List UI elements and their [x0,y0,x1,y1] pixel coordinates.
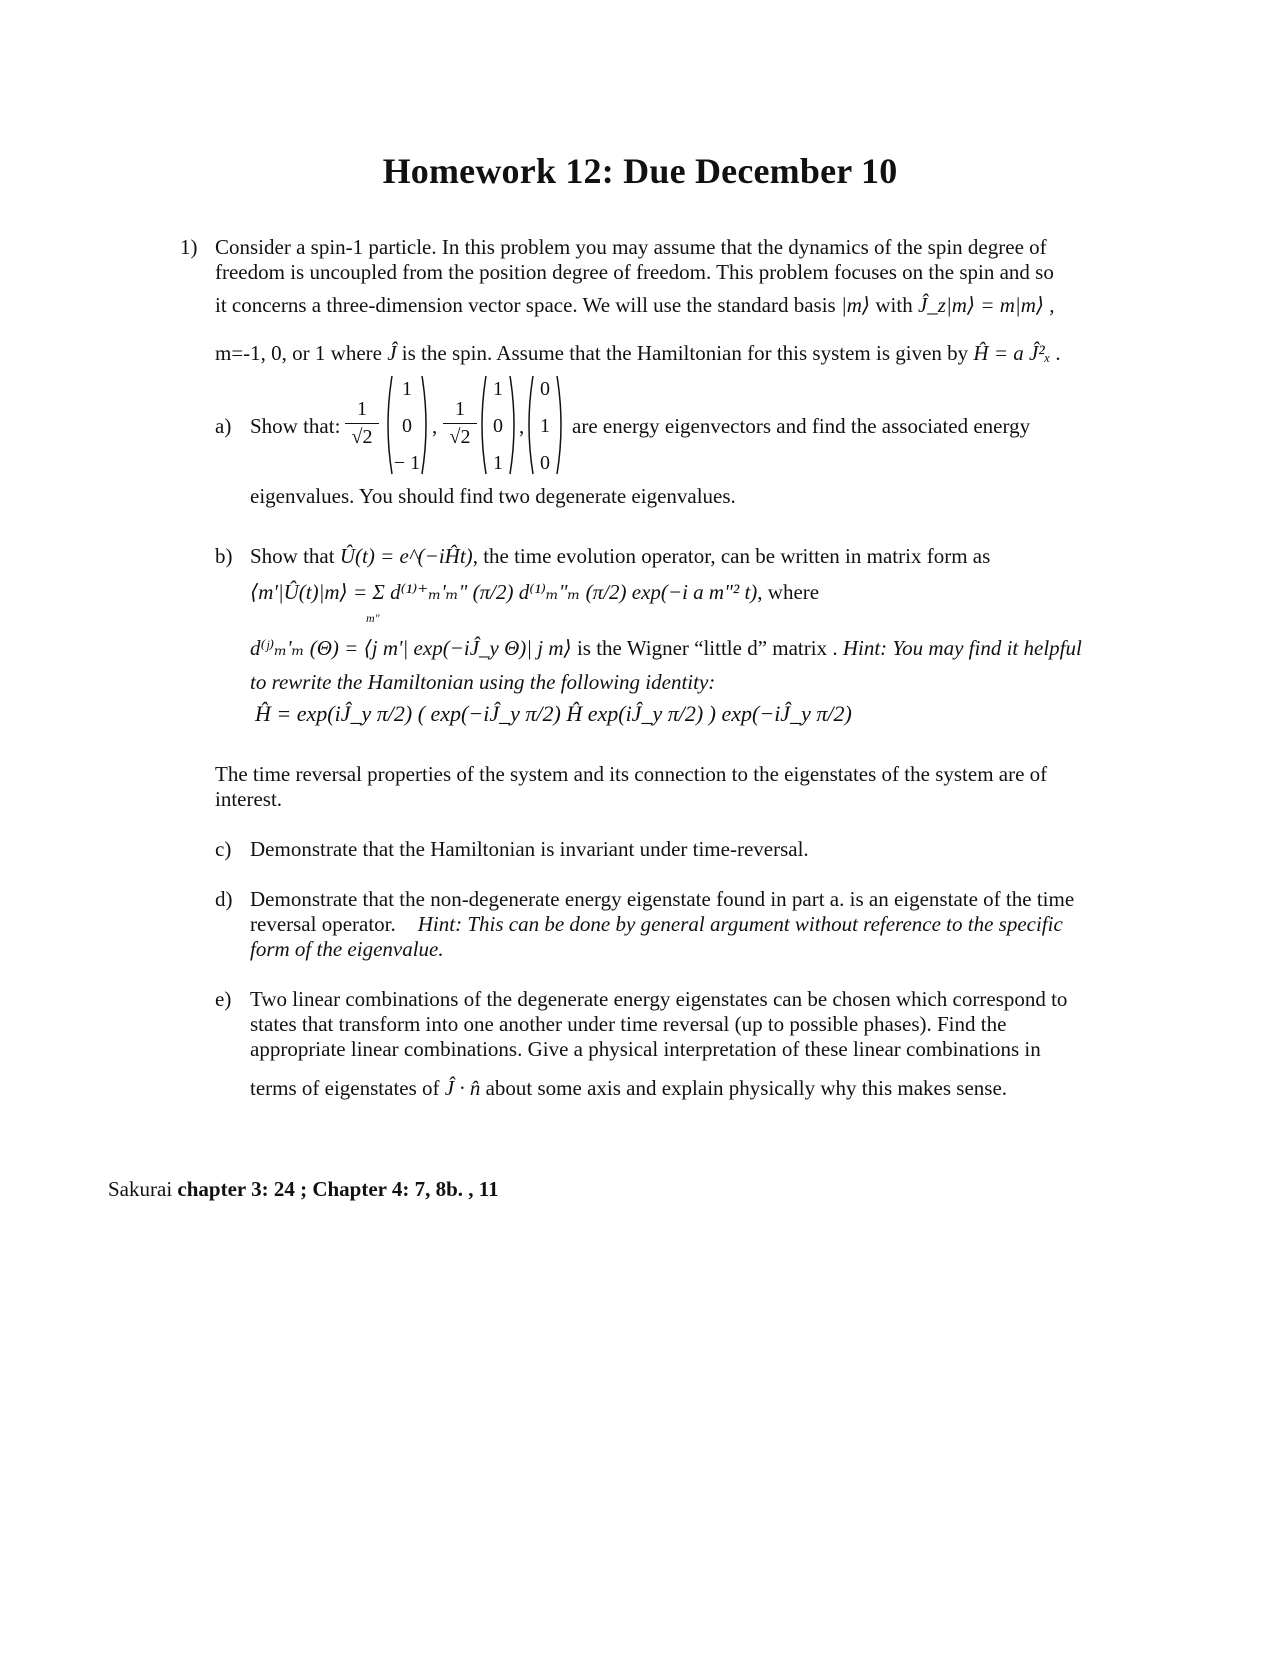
frac-num: 1 [455,398,465,420]
part-d-line-2 [250,914,1063,935]
part-e-l4-b: about some axis and explain physically why this makes sense. [480,1076,1008,1100]
vec3-entry-2: 1 [540,415,550,437]
part-b-line-3 [250,638,1082,659]
intro-line-1: Consider a spin-1 particle. In this problem you may assume that the dynamics of the spin degree of [215,235,1047,259]
fraction-1-over-root2-b [443,398,477,449]
part-a-label: a) [215,414,232,438]
ket-m: |m⟩ [840,293,871,317]
spin-operator-J: Ĵ [387,341,397,365]
frac-num: 1 [357,398,367,420]
part-b-label: b) [215,544,233,568]
part-e-line-3: appropriate linear combinations. Give a physical interpretation of these linear combinations in [250,1037,1041,1061]
part-d-hint-2: form of the eigenvalue. [250,937,444,961]
part-b-l3-text: is the Wigner “little d” matrix . [571,636,838,660]
part-b-l1-b: , the time evolution operator, can be written in matrix form as [472,544,991,568]
intro-line-4-mid: is the spin. Assume that the Hamiltonian for this system is given by [396,341,974,365]
intro-line-4 [215,343,1061,364]
vec2-entry-2: 0 [493,415,503,437]
wigner-d-definition: d⁽ʲ⁾ₘ'ₘ (Θ) = ⟨j m'| exp(−iĴ_y Θ)| j m⟩ [250,636,572,660]
part-c-label: c) [215,837,232,861]
column-vector-1 [384,374,430,476]
part-a-continuation: eigenvalues. You should find two degenerate eigenvalues. [250,484,736,508]
part-e-line-4 [250,1078,1007,1099]
intro-line-3-text: it concerns a three-dimension vector space. We will use the standard basis [215,293,841,317]
comma-1: , [432,414,438,438]
reversal-line-2: interest. [215,787,283,811]
comma-2: , [519,414,525,438]
part-e-l4-a: terms of eigenstates of [250,1076,445,1100]
J-dot-n: Ĵ · n̂ [444,1076,481,1100]
part-b-line-1 [250,546,990,567]
frac-den: √2 [449,426,471,448]
vec2-entry-3: 1 [493,452,503,474]
vec2-entry-1: 1 [493,378,503,400]
sum-index: m" [366,611,380,625]
hamiltonian-definition: Ĥ = a Ĵ²ₓ . [973,341,1062,365]
part-d-hint-1: Hint: This can be done by general argument without reference to the specific [417,912,1063,936]
part-a-tail: are energy eigenvectors and find the associated energy [572,414,1031,438]
intro-line-4-text: m=-1, 0, or 1 where [215,341,388,365]
part-d-label: d) [215,887,233,911]
part-b-l2-tail: , where [757,580,820,604]
intro-line-2: freedom is uncoupled from the position degree of freedom. This problem focuses on the spin and so [215,260,1054,284]
part-b-hint-1: Hint: You may find it helpful [837,636,1082,660]
reversal-line-1: The time reversal properties of the system and its connection to the eigenstates of the system are of [215,762,1048,786]
part-e-label: e) [215,987,232,1011]
vec3-entry-1: 0 [540,378,550,400]
intro-line-3 [215,295,1055,316]
part-e-line-2: states that transform into one another under time reversal (up to possible phases). Find the [250,1012,1007,1036]
page-title: Homework 12: Due December 10 [382,151,898,191]
reading-assignment [108,1179,499,1200]
vec1-entry-1: 1 [402,378,412,400]
column-vector-3 [525,374,565,476]
part-b-line-2 [250,582,819,603]
matrix-element-equation: ⟨m'|Û(t)|m⟩ = Σ d⁽¹⁾⁺ₘ'ₘ" (π/2) d⁽¹⁾ₘ"ₘ (π/2) exp(−i a m"² t) [250,580,758,604]
column-vector-2 [478,374,518,476]
frac-den: √2 [351,426,373,448]
part-e-line-1: Two linear combinations of the degenerate energy eigenstates can be chosen which correspond to [250,987,1068,1011]
problem-number: 1) [180,235,198,259]
jz-eigen-equation: Ĵ_z|m⟩ = m|m⟩ , [917,293,1055,317]
time-evolution-operator: Û(t) = e^(−iĤt) [339,544,473,568]
hamiltonian-identity: Ĥ = exp(iĴ_y π/2) ( exp(−iĴ_y π/2) Ĥ exp(iĴ_y π/2) ) exp(−iĴ_y π/2) [255,701,852,726]
fraction-1-over-root2-a [345,398,379,449]
vec3-entry-3: 0 [540,452,550,474]
reading-prefix: Sakurai [108,1177,178,1201]
part-c-text: Demonstrate that the Hamiltonian is invariant under time-reversal. [250,837,809,861]
part-d-line-1: Demonstrate that the non-degenerate energy eigenstate found in part a. is an eigenstate of the time [250,887,1075,911]
part-d-l2-text: reversal operator. [250,912,396,936]
part-a-lead: Show that: [250,414,341,438]
vec1-entry-3: − 1 [393,452,421,474]
intro-line-3-with: with [870,293,918,317]
part-b-l1-a: Show that [250,544,340,568]
reading-chapters: chapter 3: 24 ; Chapter 4: 7, 8b. , 11 [177,1177,499,1201]
vec1-entry-2: 0 [402,415,412,437]
part-b-hint-2: to rewrite the Hamiltonian using the following identity: [250,670,716,694]
